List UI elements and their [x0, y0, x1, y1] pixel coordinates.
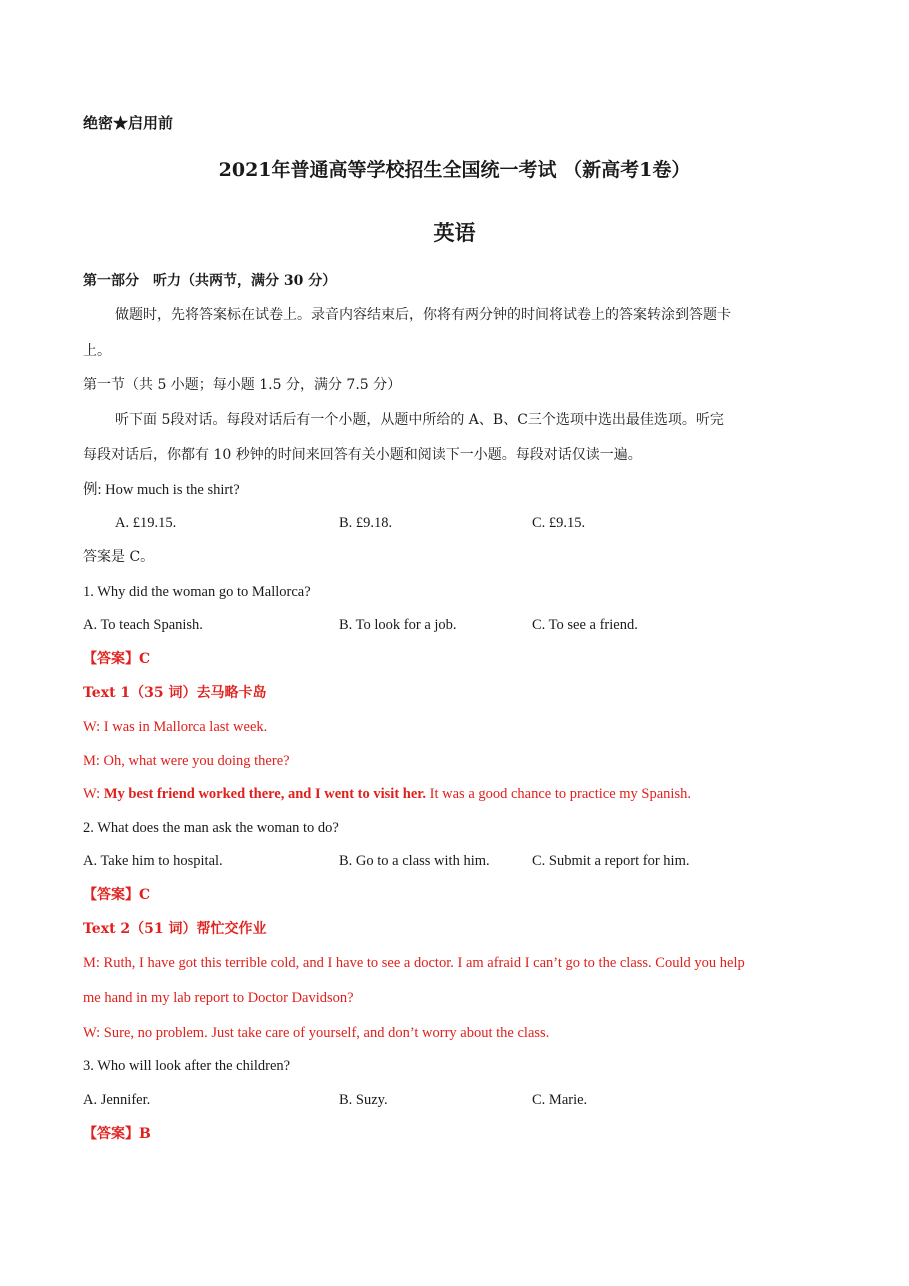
q3-answer: 【答案】B: [83, 1126, 151, 1142]
confidential-mark: 绝密★启用前: [83, 114, 174, 132]
section1-heading: 第一节（共 5 小题；每小题 1.5 分，满分 7.5 分）: [83, 377, 402, 393]
q3-option-b: B. Suzy.: [339, 1092, 388, 1108]
q2-answer: 【答案】C: [83, 887, 151, 903]
question-1: 1. Why did the woman go to Mallorca?: [83, 584, 311, 600]
section1-instructions-cont: 每段对话后，你都有 10 秒钟的时间来回答有关小题和阅读下一小题。每段对话仅读一遍。: [83, 447, 642, 463]
text1-line-2: M: Oh, what were you doing there?: [83, 753, 290, 769]
text2-line-1: M: Ruth, I have got this terrible cold, and I have to see a doctor. I am afraid I can’t go to the class. Could you help: [83, 955, 745, 971]
text2-line-2: W: Sure, no problem. Just take care of yourself, and don’t worry about the class.: [83, 1025, 550, 1041]
q1-option-a: A. To teach Spanish.: [83, 617, 203, 633]
q3-option-a: A. Jennifer.: [83, 1092, 151, 1108]
q2-option-b: B. Go to a class with him.: [339, 853, 490, 869]
part1-heading: 第一部分 听力（共两节，满分 30 分）: [83, 273, 337, 289]
exam-title: 2021年普通高等学校招生全国统一考试 （新高考1卷）: [218, 159, 691, 181]
question-2: 2. What does the man ask the woman to do?: [83, 820, 339, 836]
q2-option-c: C. Submit a report for him.: [532, 853, 690, 869]
text1-line-3-speaker: W:: [83, 786, 104, 802]
q2-option-a: A. Take him to hospital.: [83, 853, 223, 869]
question-3: 3. Who will look after the children?: [83, 1058, 291, 1074]
q3-option-c: C. Marie.: [532, 1092, 588, 1108]
subject-title: 英语: [433, 220, 476, 245]
example-option-c: C. £9.15.: [532, 515, 586, 531]
text1-line-3-rest: It was a good chance to practice my Spanish.: [426, 786, 691, 802]
text1-title: Text 1（35 词）去马略卡岛: [83, 685, 267, 701]
text2-line-1-cont: me hand in my lab report to Doctor Davidson?: [83, 990, 354, 1006]
q1-option-b: B. To look for a job.: [339, 617, 457, 633]
section1-instructions: 听下面 5段对话。每段对话后有一个小题，从题中所给的 A、B、C三个选项中选出最佳选项。听完: [115, 412, 724, 428]
example-question: 例: How much is the shirt?: [83, 482, 240, 498]
text1-line-3: [83, 784, 691, 804]
text1-line-1: W: I was in Mallorca last week.: [83, 719, 268, 735]
example-answer: 答案是 C。: [83, 549, 155, 565]
text1-key-sentence: My best friend worked there, and I went to visit her.: [103, 786, 427, 802]
q1-option-c: C. To see a friend.: [532, 617, 638, 633]
example-option-b: B. £9.18.: [339, 515, 393, 531]
text2-title: Text 2（51 词）帮忙交作业: [83, 921, 267, 937]
part1-instructions: 做题时，先将答案标在试卷上。录音内容结束后，你将有两分钟的时间将试卷上的答案转涂到答题卡: [115, 307, 731, 323]
example-option-a: A. £19.15.: [115, 515, 177, 531]
q1-answer: 【答案】C: [83, 651, 151, 667]
part1-instructions-cont: 上。: [83, 343, 111, 359]
